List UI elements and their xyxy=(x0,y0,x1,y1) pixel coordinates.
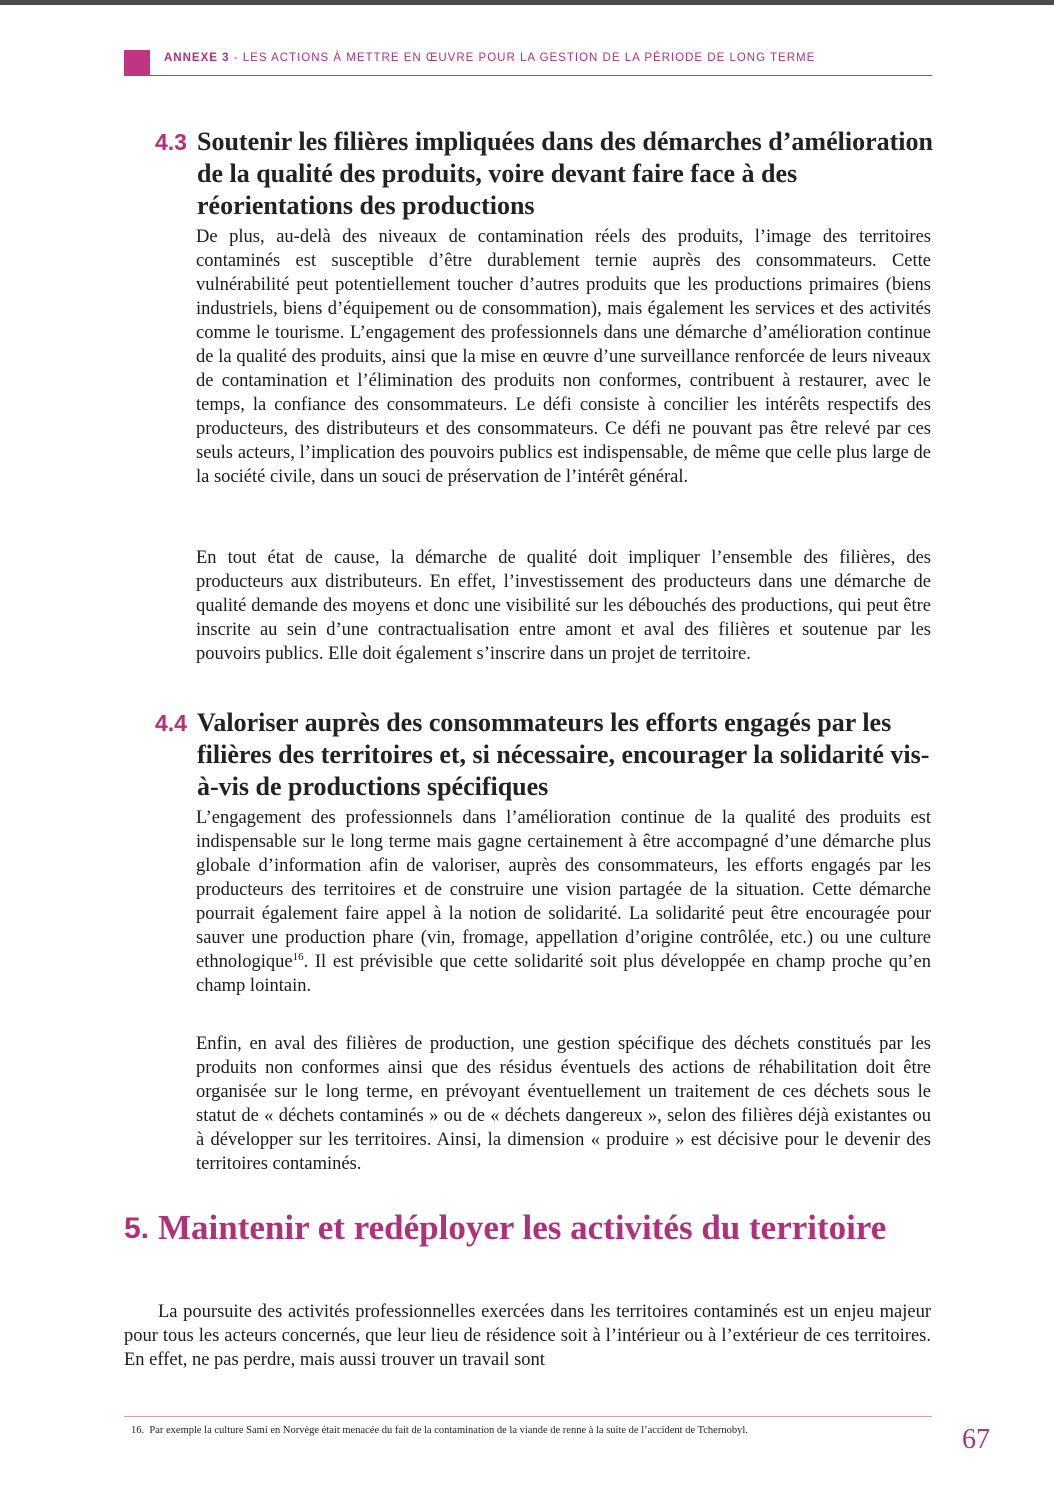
header-marker xyxy=(124,50,150,76)
header-separator: - xyxy=(229,52,243,64)
running-header xyxy=(164,52,944,64)
section-4-4-paragraph-1-end: . Il est prévisible que cette solidarité soit plus développée en champ proche qu’en champ lointain. xyxy=(196,952,931,996)
section-4-4-title: Valoriser auprès des consommateurs les efforts engagés par les filières des territoires et, si nécessaire, encourager la solidarité vis-à-vis de productions spécifiques xyxy=(197,708,930,801)
section-4-4-paragraph-1-text: L’engagement des professionnels dans l’amélioration continue de la qualité des produits est indispensable sur le long terme mais gagne certainement à être accompagné d’une démarche plus globale d’information afin de valoriser, auprès des consommateurs, les efforts engagés par les producteurs des territoires et de construire une vision partagée de la situation. Cette démarche pourrait également faire appel à la notion de solidarité. La solidarité peut être encouragée pour sauver une production phare (vin, fromage, appellation d’origine contrôlée, etc.) ou une culture ethnologique xyxy=(196,808,931,972)
section-4-3-number: 4.3 xyxy=(155,129,187,155)
footnote xyxy=(131,1425,921,1436)
section-4-3-paragraph-2: En tout état de cause, la démarche de qualité doit impliquer l’ensemble des filières, des producteurs aux distributeurs. En effet, l’investissement des producteurs dans une démarche de qualité demande des moyens et donc une visibilité sur les débouchés des productions, qui peut être inscrite au sein d’une contractualisation entre amont et aval des filières et soutenue par les pouvoirs publics. Elle doit également s’inscrire dans un projet de territoire. xyxy=(196,548,931,664)
section-4-4-paragraph-1 xyxy=(196,806,931,998)
header-title: LES ACTIONS À METTRE EN ŒUVRE POUR LA GESTION DE LA PÉRIODE DE LONG TERME xyxy=(242,52,816,64)
section-5-heading xyxy=(124,1208,924,1248)
section-4-4-number: 4.4 xyxy=(155,710,187,736)
section-4-3-heading xyxy=(155,126,945,222)
header-rule xyxy=(150,75,932,76)
top-bar xyxy=(0,0,1054,5)
footnote-rule xyxy=(124,1416,932,1417)
section-4-4-heading xyxy=(155,707,945,803)
section-4-3-title: Soutenir les filières impliquées dans des démarches d’amélioration de la qualité des produits, voire devant faire face à des réorientations des productions xyxy=(197,127,933,220)
header-annexe-label: ANNEXE 3 xyxy=(164,52,230,64)
footnote-number: 16. xyxy=(131,1425,145,1436)
footnote-text: Par exemple la culture Sami en Norvège était menacée du fait de la contamination de la viande de renne à la suite de l’accident de Tchernobyl. xyxy=(149,1425,748,1436)
section-4-3-paragraph-1: De plus, au-delà des niveaux de contamination réels des produits, l’image des territoires contaminés est susceptible d’être durablement ternie auprès des consommateurs. Cette vulnérabilité peut potentiellement toucher d’autres produits que les productions primaires (biens industriels, biens d’équipement ou de consommation), mais également les services et des activités comme le tourisme. L’engagement des professionnels dans une démarche d’amélioration continue de la qualité des produits, ainsi que la mise en œuvre d’une surveillance renforcée de leurs niveaux de contamination et l’élimination des produits non conformes, contribuent à restaurer, avec le temps, la confiance des consommateurs. Le défi consiste à concilier les intérêts respectifs des producteurs, des distributeurs et des consommateurs. Ce défi ne pouvant pas être relevé par ces seuls acteurs, l’implication des pouvoirs publics est indispensable, de même que celle plus large de la société civile, dans un souci de préservation de l’intérêt général. xyxy=(196,227,931,487)
section-5-number: 5. xyxy=(124,1212,150,1245)
page-number: 67 xyxy=(962,1424,990,1455)
section-4-4-paragraph-2: Enfin, en aval des filières de production, une gestion spécifique des déchets constitués par les produits non conformes ainsi que des résidus éventuels des actions de réhabilitation doit être organisée sur le long terme, en prévoyant éventuellement un traitement de ces déchets sous le statut de « déchets contaminés » ou de « déchets dangereux », selon des filières déjà existantes ou à développer sur les territoires. Ainsi, la dimension « produire » est décisive pour le devenir des territoires contaminés. xyxy=(196,1034,931,1174)
section-5-intro: La poursuite des activités professionnelles exercées dans les territoires contaminés est un enjeu majeur pour tous les acteurs concernés, que leur lieu de résidence soit à l’intérieur ou à l’extérieur de ces territoires. En effet, ne pas perdre, mais aussi trouver un travail sont xyxy=(124,1302,931,1370)
footnote-reference[interactable]: 16 xyxy=(292,950,304,963)
section-5-title: Maintenir et redéployer les activités du territoire xyxy=(158,1208,887,1247)
